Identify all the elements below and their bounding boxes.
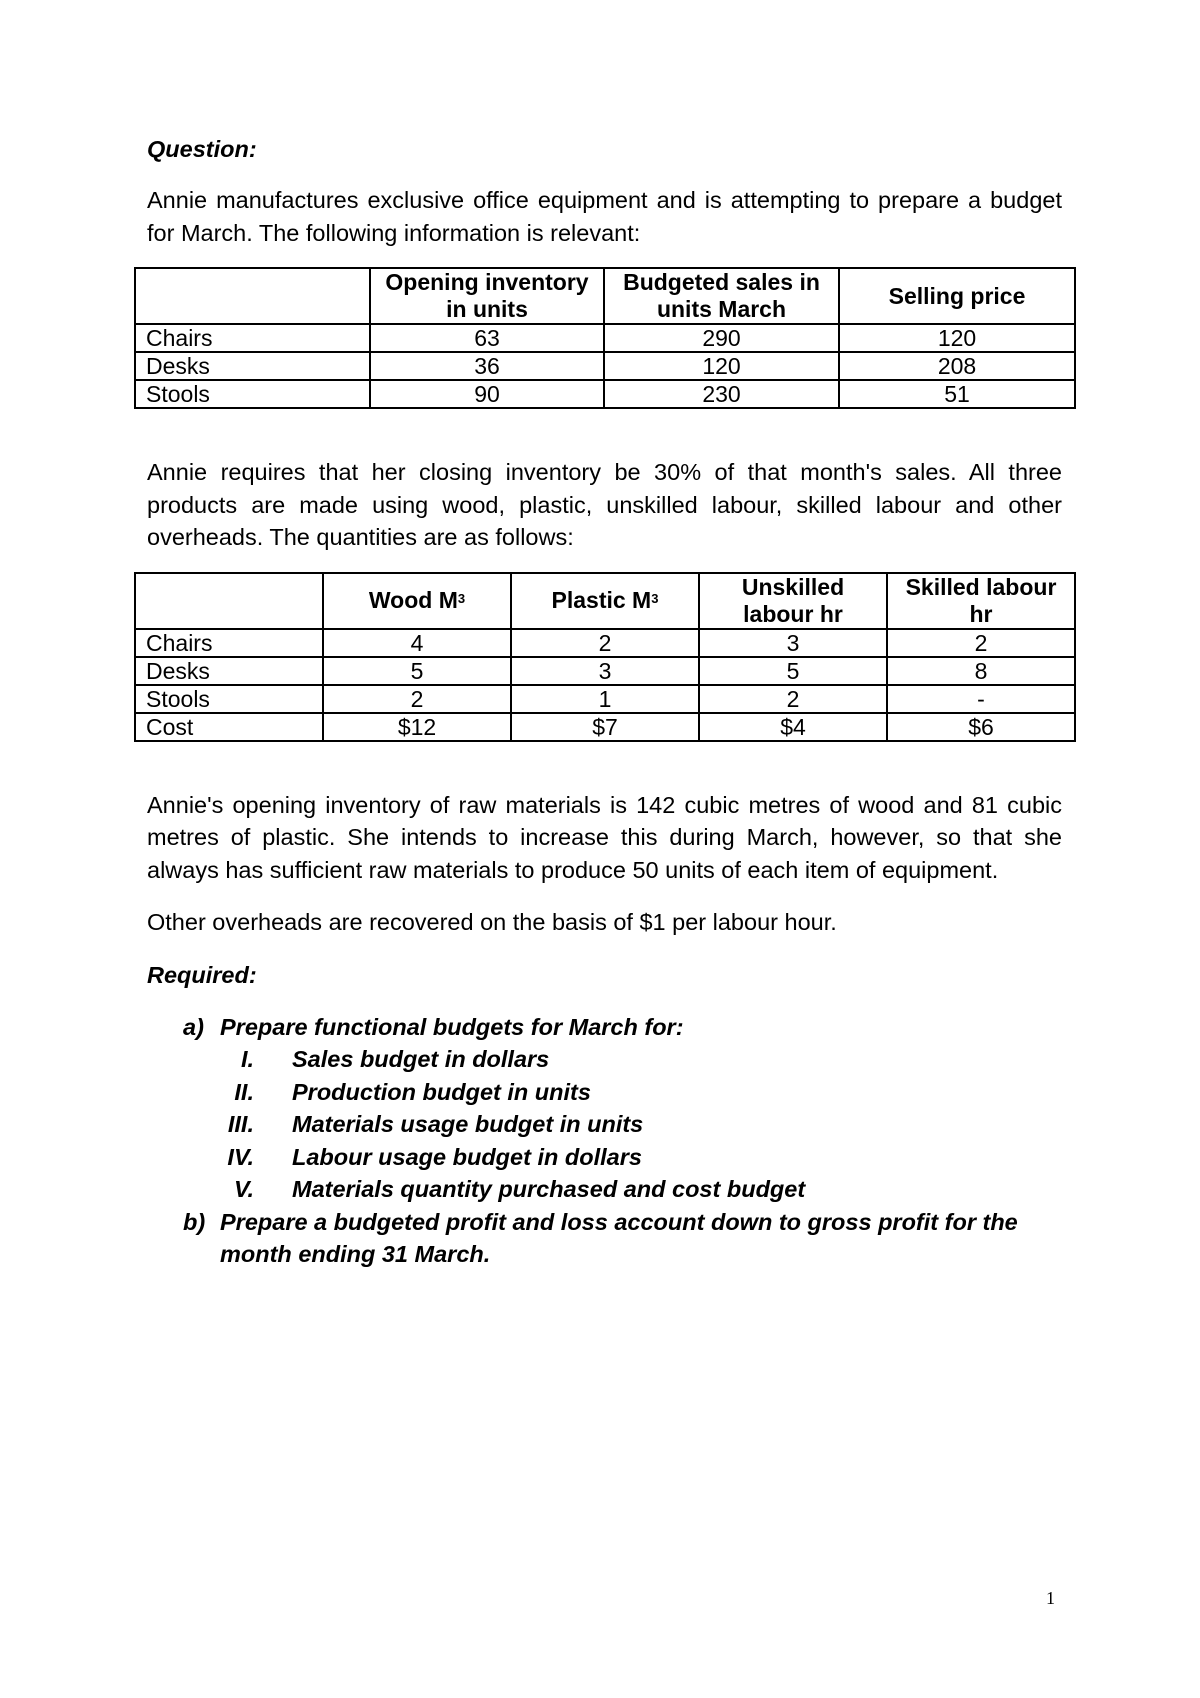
wood-cell: 2 [323, 685, 511, 713]
opening-cell: 90 [370, 380, 604, 408]
table2-header-empty [135, 573, 323, 629]
unskilled-cell: 2 [699, 685, 887, 713]
intro-paragraph: Annie manufactures exclusive office equipment and is attempting to prepare a budget for March. The following information is relevant: [147, 187, 1062, 246]
required-heading: Required: [147, 961, 257, 988]
table-row [135, 324, 1075, 352]
table1-header-sales: Budgeted sales in units March [604, 268, 839, 324]
unskilled-cell: 3 [699, 629, 887, 657]
sales-cell: 120 [604, 352, 839, 380]
page-number: 1 [1046, 1588, 1055, 1608]
inventory-sales-table [134, 267, 1076, 409]
wood-cell: 4 [323, 629, 511, 657]
wood-cell: $12 [323, 713, 511, 741]
wood-cell: 5 [323, 657, 511, 685]
table-row [135, 657, 1075, 685]
skilled-cell: $6 [887, 713, 1075, 741]
row-label: Stools [135, 685, 323, 713]
item-marker: II. [234, 1078, 254, 1105]
table-row [135, 713, 1075, 741]
plastic-cell: 1 [511, 685, 699, 713]
sales-cell: 290 [604, 324, 839, 352]
table1-header-opening: Opening inventory in units [370, 268, 604, 324]
table2-header-skilled: Skilled labour hr [887, 573, 1075, 629]
table-row [135, 629, 1075, 657]
table1-header-price: Selling price [839, 268, 1075, 324]
row-label: Chairs [135, 324, 370, 352]
item-marker: I. [240, 1046, 254, 1072]
list-item [147, 1011, 1062, 1044]
unskilled-cell: 5 [699, 657, 887, 685]
raw-materials-paragraph: Annie's opening inventory of raw materials is 142 cubic metres of wood and 81 cubic metres of plastic. She intends to increase this during March, however, so that she always has sufficient raw materials to produce 50 units of each item of equipment. [147, 791, 1062, 883]
table2-header-unskilled: Unskilled labour hr [699, 573, 887, 629]
sales-cell: 230 [604, 380, 839, 408]
overheads-paragraph: Other overheads are recovered on the basis of $1 per labour hour. [147, 909, 837, 935]
table2-header-plastic: Plastic $M^3$ [511, 573, 699, 629]
list-item [147, 1108, 1062, 1141]
table-row [135, 685, 1075, 713]
price-cell: 208 [839, 352, 1075, 380]
skilled-cell: 8 [887, 657, 1075, 685]
list-item [147, 1043, 1062, 1076]
closing-inventory-paragraph: Annie requires that her closing inventory be 30% of that month's sales. All three products are made using wood, plastic, unskilled labour, skilled labour and other overheads. The quantities are as follows: [147, 459, 1062, 550]
skilled-cell: 2 [887, 629, 1075, 657]
table1-header-empty [135, 268, 370, 324]
list-item [147, 1173, 1062, 1206]
document-page [147, 136, 1062, 1271]
row-label: Stools [135, 380, 370, 408]
item-text: Sales budget in dollars [292, 1046, 550, 1072]
quantities-table [134, 572, 1076, 742]
opening-cell: 63 [370, 324, 604, 352]
item-text: Materials quantity purchased and cost budget [292, 1176, 806, 1202]
list-item [147, 1076, 1062, 1109]
list-item [147, 1141, 1062, 1174]
plastic-cell: 2 [511, 629, 699, 657]
question-heading: Question: [147, 136, 257, 162]
item-text: Prepare functional budgets for March for: [220, 1013, 684, 1040]
table2-header-wood: Wood $M^3$ [323, 573, 511, 629]
skilled-cell: - [887, 685, 1075, 713]
opening-cell: 36 [370, 352, 604, 380]
table-row [135, 380, 1075, 408]
item-marker: b) [183, 1208, 206, 1235]
item-text: Prepare a budgeted profit and loss account down to gross profit for the month ending 31 March. [220, 1208, 1018, 1267]
price-cell: 120 [839, 324, 1075, 352]
item-marker: IV. [227, 1143, 254, 1170]
row-label: Desks [135, 352, 370, 380]
table-row [135, 352, 1075, 380]
row-label: Cost [135, 713, 323, 741]
plastic-cell: $7 [511, 713, 699, 741]
item-marker: III. [227, 1111, 254, 1137]
required-list [147, 1011, 1062, 1271]
plastic-cell: 3 [511, 657, 699, 685]
item-text: Materials usage budget in units [292, 1111, 644, 1137]
item-text: Production budget in units [292, 1078, 591, 1105]
row-label: Desks [135, 657, 323, 685]
item-text: Labour usage budget in dollars [292, 1143, 642, 1170]
item-marker: V. [233, 1176, 254, 1202]
row-label: Chairs [135, 629, 323, 657]
list-item [147, 1206, 1062, 1271]
unskilled-cell: $4 [699, 713, 887, 741]
item-marker: a) [183, 1013, 204, 1040]
price-cell: 51 [839, 380, 1075, 408]
